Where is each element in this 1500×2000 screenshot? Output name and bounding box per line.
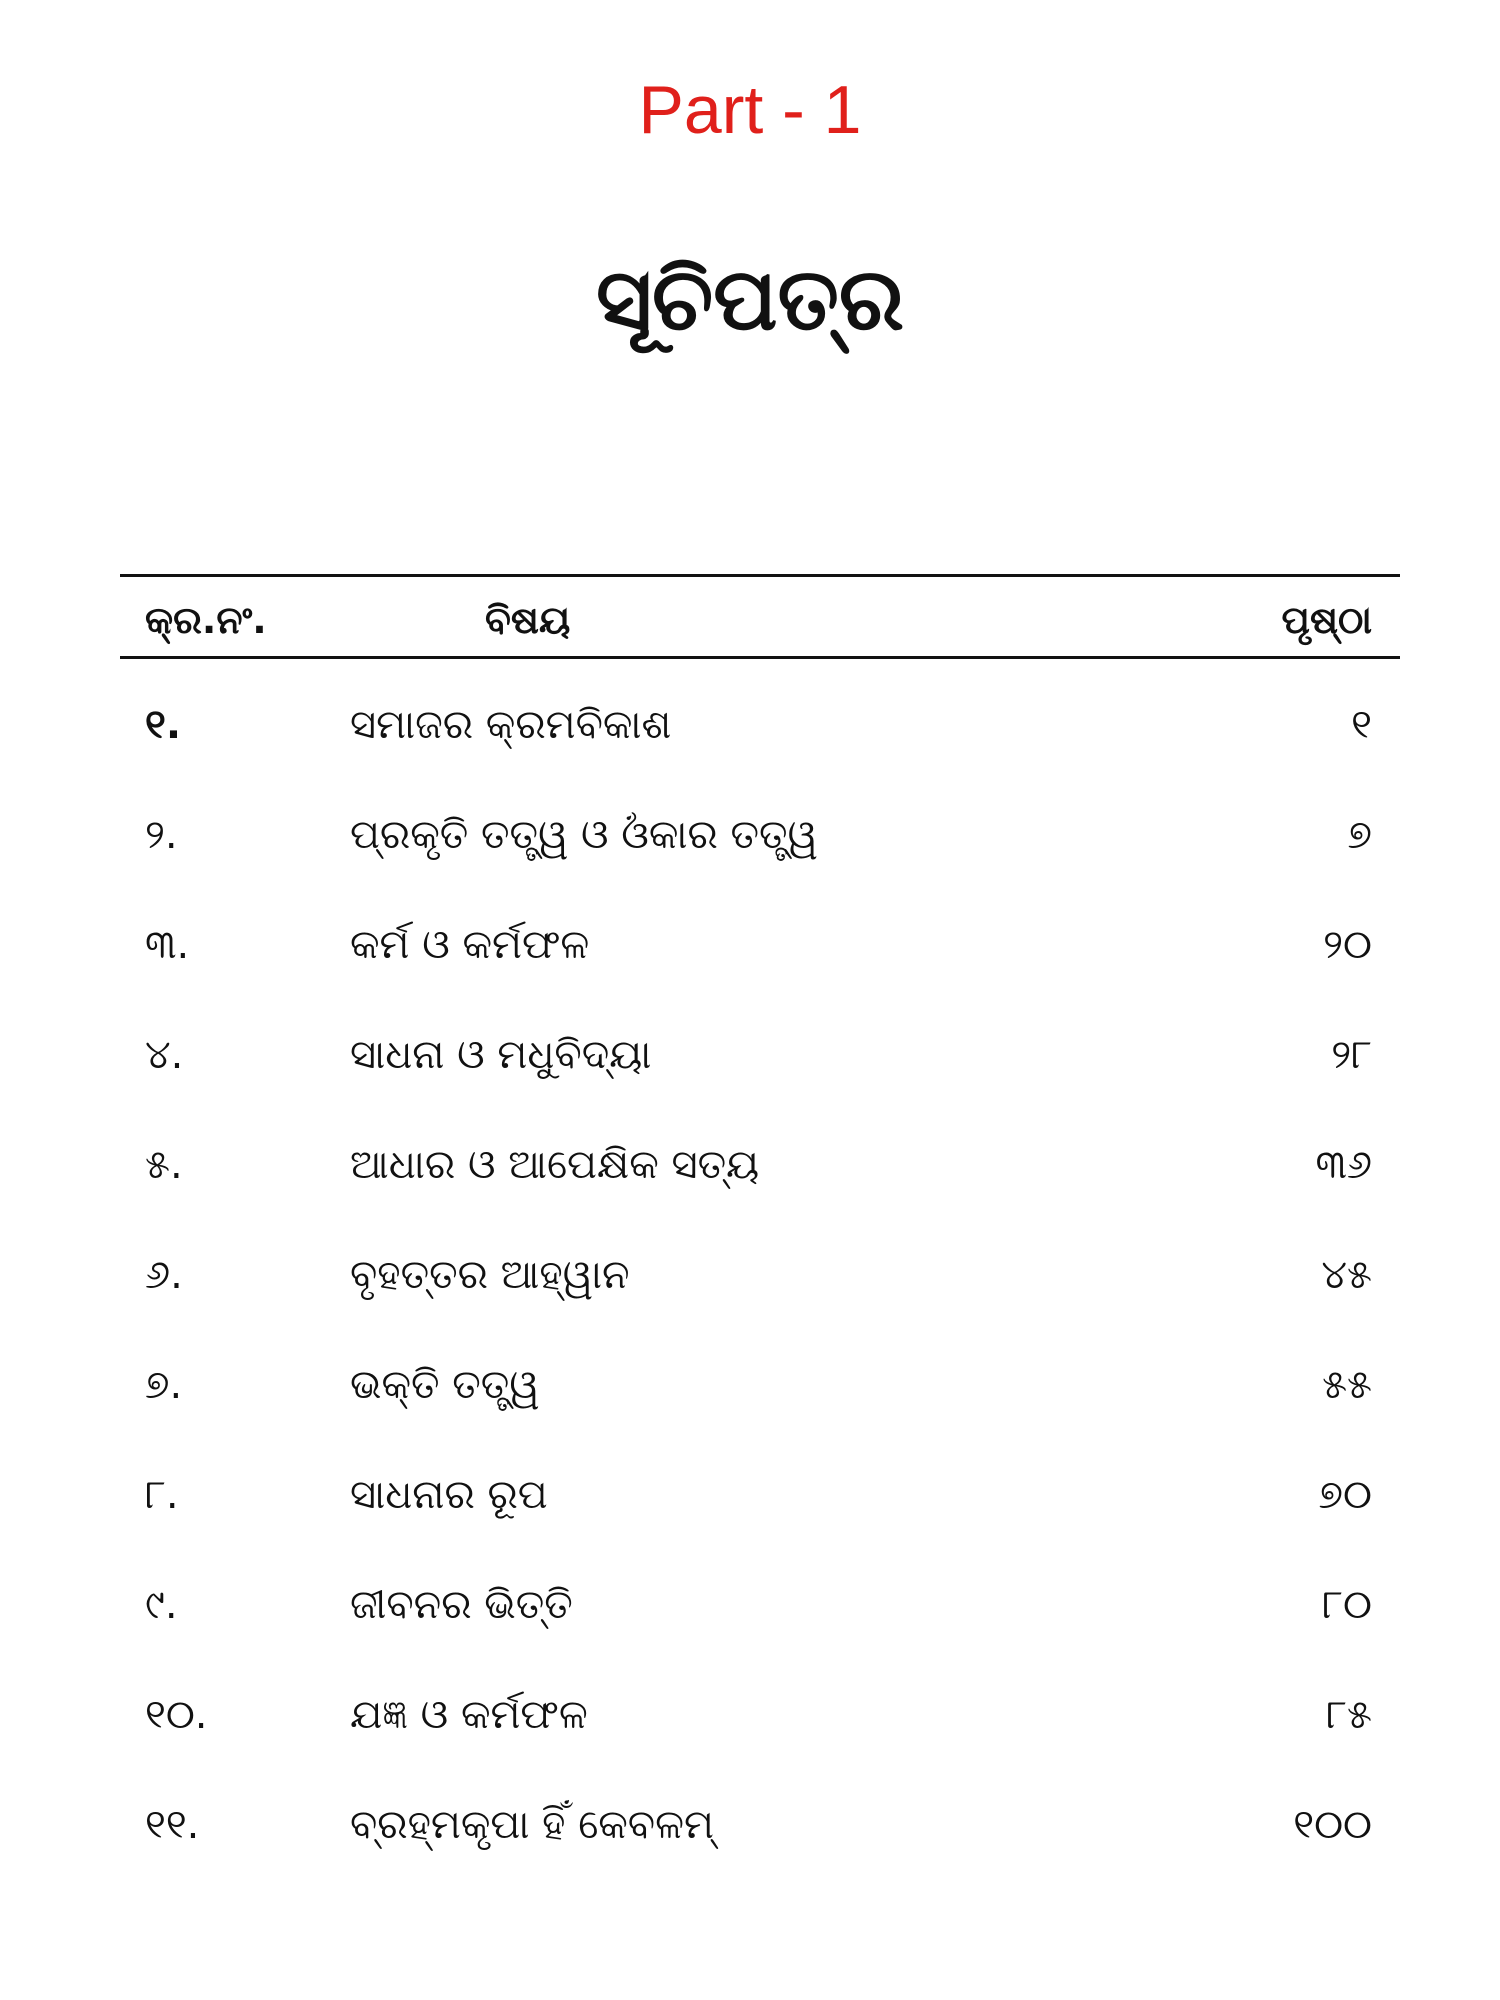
entry-title: ଜୀବନର ଭିତ୍ତି bbox=[350, 1582, 573, 1628]
entry-page: ୭ bbox=[1347, 812, 1372, 858]
toc-list bbox=[0, 690, 1500, 1900]
entry-title: ବୃହତ୍ତର ଆହ୍ୱାନ bbox=[350, 1252, 630, 1298]
toc-entry bbox=[0, 1680, 1500, 1790]
entry-page: ୧୦୦ bbox=[1293, 1802, 1372, 1848]
toc-entry bbox=[0, 1570, 1500, 1680]
entry-title: କର୍ମ ଓ କର୍ମଫଳ bbox=[350, 922, 590, 968]
header-serial-number: କ୍ର.ନଂ. bbox=[145, 598, 267, 642]
toc-entry bbox=[0, 1790, 1500, 1900]
entry-number: ୫. bbox=[145, 1142, 183, 1188]
toc-entry bbox=[0, 1460, 1500, 1570]
entry-title: ସାଧନା ଓ ମଧୁବିଦ୍ୟା bbox=[350, 1032, 652, 1078]
entry-page: ୨୦ bbox=[1323, 922, 1372, 968]
entry-title: ଭକ୍ତି ତତ୍ତ୍ୱ bbox=[350, 1362, 540, 1408]
entry-number: ୮. bbox=[145, 1472, 179, 1518]
table-top-rule bbox=[120, 574, 1400, 577]
toc-entry bbox=[0, 1130, 1500, 1240]
entry-number: ୬. bbox=[145, 1252, 183, 1298]
toc-entry bbox=[0, 800, 1500, 910]
entry-title: ସମାଜର କ୍ରମବିକାଶ bbox=[350, 702, 672, 748]
entry-page: ୪୫ bbox=[1321, 1252, 1372, 1298]
toc-entry bbox=[0, 690, 1500, 800]
entry-number: ୯. bbox=[145, 1582, 178, 1628]
entry-number: ୧୦. bbox=[145, 1692, 208, 1738]
part-heading: Part - 1 bbox=[638, 72, 862, 148]
entry-page: ୮୦ bbox=[1322, 1582, 1372, 1628]
table-header bbox=[0, 590, 1500, 650]
entry-page: ୭୦ bbox=[1318, 1472, 1372, 1518]
entry-page: ୨୮ bbox=[1331, 1032, 1372, 1078]
entry-page: ୧ bbox=[1351, 702, 1372, 748]
toc-entry bbox=[0, 1350, 1500, 1460]
toc-entry bbox=[0, 910, 1500, 1020]
entry-title: ସାଧନାର ରୂପ bbox=[350, 1472, 548, 1518]
toc-entry bbox=[0, 1020, 1500, 1130]
toc-title: ସୂଚିପତ୍ର bbox=[595, 250, 905, 350]
entry-title: ଯଜ୍ଞ ଓ କର୍ମଫଳ bbox=[350, 1692, 588, 1738]
entry-title: ବ୍ରହ୍ମକୃପା ହିଁ କେବଳମ୍ bbox=[350, 1802, 714, 1848]
entry-number: ୧. bbox=[145, 702, 182, 748]
toc-entry bbox=[0, 1240, 1500, 1350]
header-subject: ବିଷୟ bbox=[485, 598, 571, 642]
entry-title: ଆଧାର ଓ ଆପେକ୍ଷିକ ସତ୍ୟ bbox=[350, 1142, 760, 1188]
table-header-rule bbox=[120, 656, 1400, 659]
entry-number: ୪. bbox=[145, 1032, 184, 1078]
entry-page: ୮୫ bbox=[1326, 1692, 1372, 1738]
entry-number: ୧୧. bbox=[145, 1802, 200, 1848]
entry-page: ୩୬ bbox=[1315, 1142, 1372, 1188]
header-page: ପୃଷ୍ଠା bbox=[1281, 598, 1372, 642]
entry-title: ପ୍ରକୃତି ତତ୍ତ୍ୱ ଓ ଓଁକାର ତତ୍ତ୍ୱ bbox=[350, 812, 818, 858]
entry-number: ୩. bbox=[145, 922, 190, 968]
entry-page: ୫୫ bbox=[1322, 1362, 1372, 1408]
entry-number: ୭. bbox=[145, 1362, 183, 1408]
entry-number: ୨. bbox=[145, 812, 178, 858]
